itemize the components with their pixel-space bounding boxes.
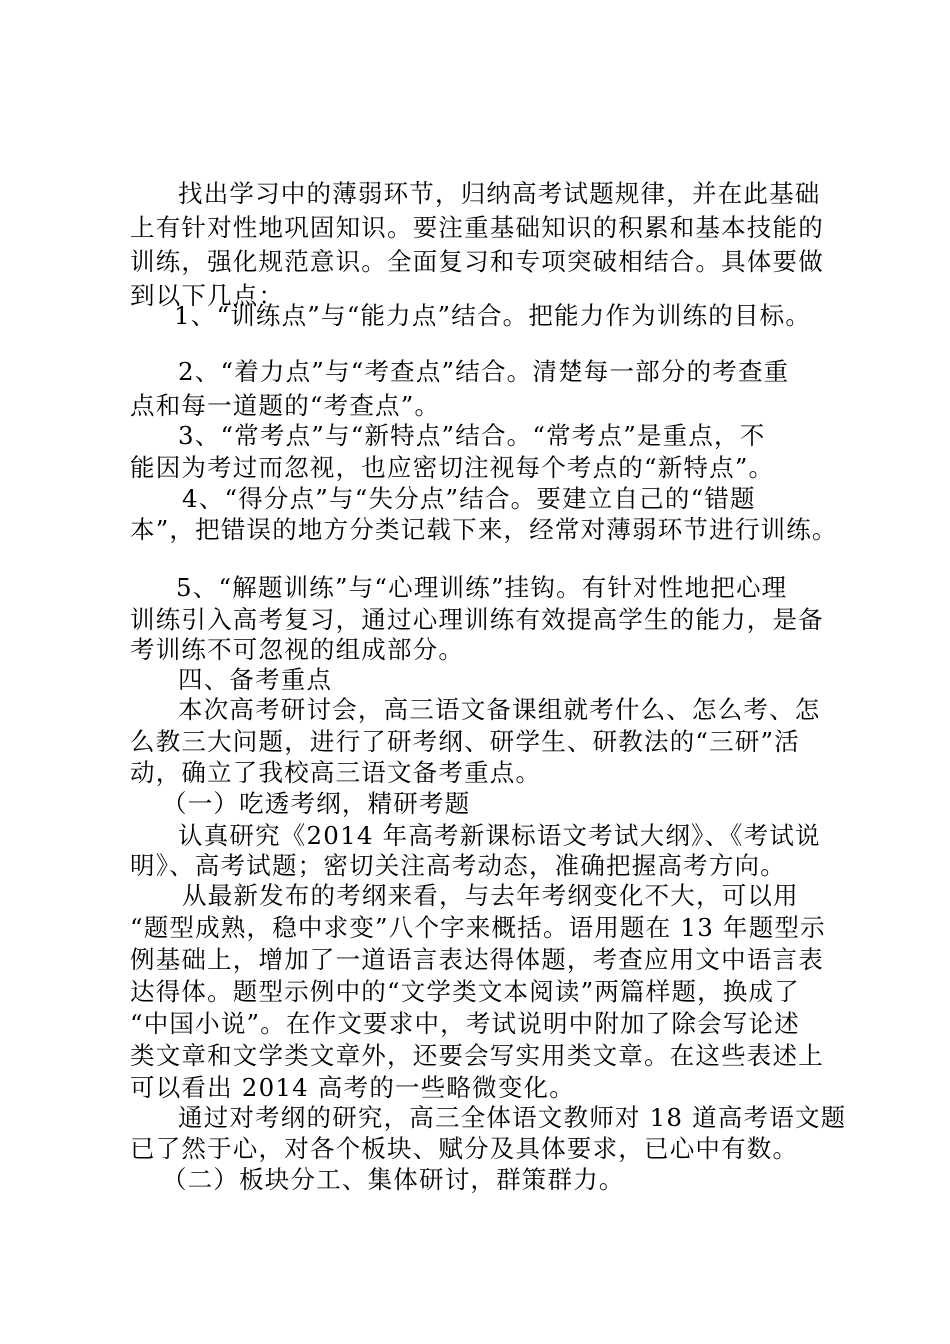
paragraph-line: 找出学习中的薄弱环节，归纳高考试题规律，并在此基础 <box>178 179 821 208</box>
paragraph-line: 从最新发布的考纲来看，与去年考纲变化不大，可以用 <box>182 881 799 910</box>
paragraph-line: 能因为考过而忽视，也应密切注视每个考点的“新特点”。 <box>130 453 775 482</box>
paragraph-line: 达得体。题型示例中的“文学类文本阅读”两篇样题，换成了 <box>130 977 800 1006</box>
paragraph-line: 本次高考研讨会，高三语文备课组就考什么、怎么考、怎 <box>178 695 821 724</box>
section-heading: 四、备考重点 <box>178 665 333 694</box>
paragraph-line: “题型成熟，稳中求变”八个字来概括。语用题在 13 年题型示 <box>130 913 826 942</box>
paragraph-line: 例基础上，增加了一道语言表达得体题，考查应用文中语言表 <box>130 945 824 974</box>
paragraph-line: 上有针对性地巩固知识。要注重基础知识的积累和基本技能的 <box>130 213 824 242</box>
paragraph-line: 么教三大问题，进行了研考纲、研学生、研教法的“三研”活 <box>130 727 800 756</box>
paragraph-line: 本”，把错误的地方分类记载下来，经常对薄弱环节进行训练。 <box>130 515 838 544</box>
paragraph-line: 点和每一道题的“考查点”。 <box>130 391 441 420</box>
paragraph-line: 明》、高考试题；密切关注高考动态，准确把握高考方向。 <box>130 851 786 880</box>
subsection-heading: （二）板块分工、集体研讨，群策群力。 <box>162 1165 625 1194</box>
paragraph-line: 已了然于心，对各个板块、赋分及具体要求，已心中有数。 <box>130 1134 799 1163</box>
paragraph-line: “中国小说”。在作文要求中，考试说明中附加了除会写论述 <box>130 1009 800 1038</box>
list-item: 2、“着力点”与“考查点”结合。清楚每一部分的考查重 <box>178 357 790 386</box>
paragraph-line: 训练，强化规范意识。全面复习和专项突破相结合。具体要做 <box>130 247 824 276</box>
paragraph-line: 训练引入高考复习，通过心理训练有效提高学生的能力，是备 <box>130 605 824 634</box>
list-item: 1、“训练点”与“能力点”结合。把能力作为训练的目标。 <box>174 301 812 330</box>
paragraph-line: 到以下几点： <box>130 281 285 310</box>
paragraph-line: 认真研究《2014 年高考新课标语文考试大纲》、《考试说 <box>178 821 821 850</box>
list-item: 4、“得分点”与“失分点”结合。要建立自己的“错题 <box>182 484 756 513</box>
paragraph-line: 可以看出 2014 高考的一些略微变化。 <box>130 1073 575 1102</box>
list-item: 3、“常考点”与“新特点”结合。“常考点”是重点，不 <box>178 421 766 450</box>
list-item: 5、“解题训练”与“心理训练”挂钩。有针对性地把心理 <box>176 573 788 602</box>
paragraph-line: 考训练不可忽视的组成部分。 <box>130 635 465 664</box>
paragraph-line: 类文章和文学类文章外，还要会写实用类文章。在这些表述上 <box>130 1041 824 1070</box>
subsection-heading: （一）吃透考纲，精研考题 <box>162 789 471 818</box>
paragraph-line: 通过对考纲的研究，高三全体语文教师对 18 道高考语文题 <box>178 1103 847 1132</box>
paragraph-line: 动，确立了我校高三语文备考重点。 <box>130 758 542 787</box>
